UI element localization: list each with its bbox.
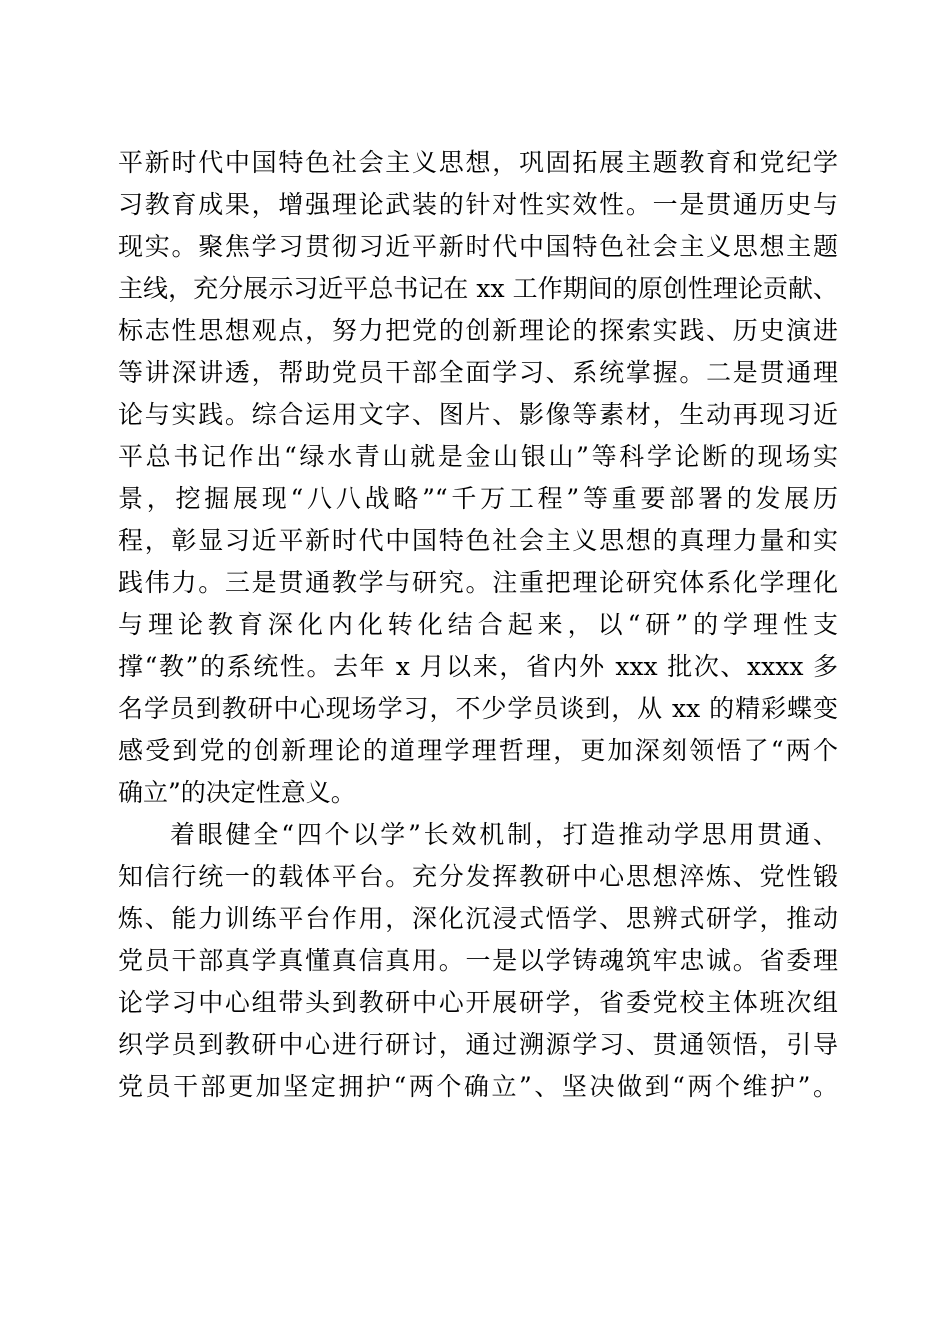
text-line: 论学习中心组带头到教研中心开展研学，省委党校主体班次组	[118, 988, 838, 1017]
text-line: 知信行统一的载体平台。充分发挥教研中心思想淬炼、党性锻	[118, 862, 838, 891]
text-line: 程，彰显习近平新时代中国特色社会主义思想的真理力量和实	[118, 526, 838, 555]
text-line: 织学员到教研中心进行研讨，通过溯源学习、贯通领悟，引导	[118, 1030, 838, 1059]
text-line: 感受到党的创新理论的道理学理哲理，更加深刻领悟了“两个	[118, 736, 838, 765]
text-line: 论与实践。综合运用文字、图片、影像等素材，生动再现习近	[118, 400, 838, 429]
text-line: 景，挖掘展现“八八战略”“千万工程”等重要部署的发展历	[118, 484, 838, 513]
text-line: 与理论教育深化内化转化结合起来，以“研”的学理性支	[118, 610, 838, 639]
text-line: 确立”的决定性意义。	[118, 778, 356, 807]
text-line: 标志性思想观点，努力把党的创新理论的探索实践、历史演进	[118, 316, 838, 345]
document-body	[118, 142, 838, 1108]
text-line: 现实。聚焦学习贯彻习近平新时代中国特色社会主义思想主题	[118, 232, 838, 261]
text-line: 平总书记作出“绿水青山就是金山银山”等科学论断的现场实	[118, 442, 838, 471]
text-line: 党员干部真学真懂真信真用。一是以学铸魂筑牢忠诚。省委理	[118, 946, 838, 975]
paragraph-1	[118, 142, 838, 814]
text-line: 主线，充分展示习近平总书记在 xx 工作期间的原创性理论贡献、	[118, 274, 838, 303]
text-line: 炼、能力训练平台作用，深化沉浸式悟学、思辨式研学，推动	[118, 904, 838, 933]
text-line: 着眼健全“四个以学”长效机制，打造推动学思用贯通、	[170, 820, 838, 849]
text-line: 名学员到教研中心现场学习，不少学员谈到，从 xx 的精彩蝶变	[118, 694, 838, 723]
text-line: 党员干部更加坚定拥护“两个确立”、坚决做到“两个维护”。	[118, 1072, 838, 1101]
text-line: 践伟力。三是贯通教学与研究。注重把理论研究体系化学理化	[118, 568, 838, 597]
text-line: 撑“教”的系统性。去年 x 月以来，省内外 xxx 批次、xxxx 多	[118, 652, 838, 681]
text-line: 平新时代中国特色社会主义思想，巩固拓展主题教育和党纪学	[118, 148, 838, 177]
text-line: 习教育成果，增强理论武装的针对性实效性。一是贯通历史与	[118, 190, 838, 219]
text-line: 等讲深讲透，帮助党员干部全面学习、系统掌握。二是贯通理	[118, 358, 838, 387]
paragraph-2	[118, 814, 838, 1108]
